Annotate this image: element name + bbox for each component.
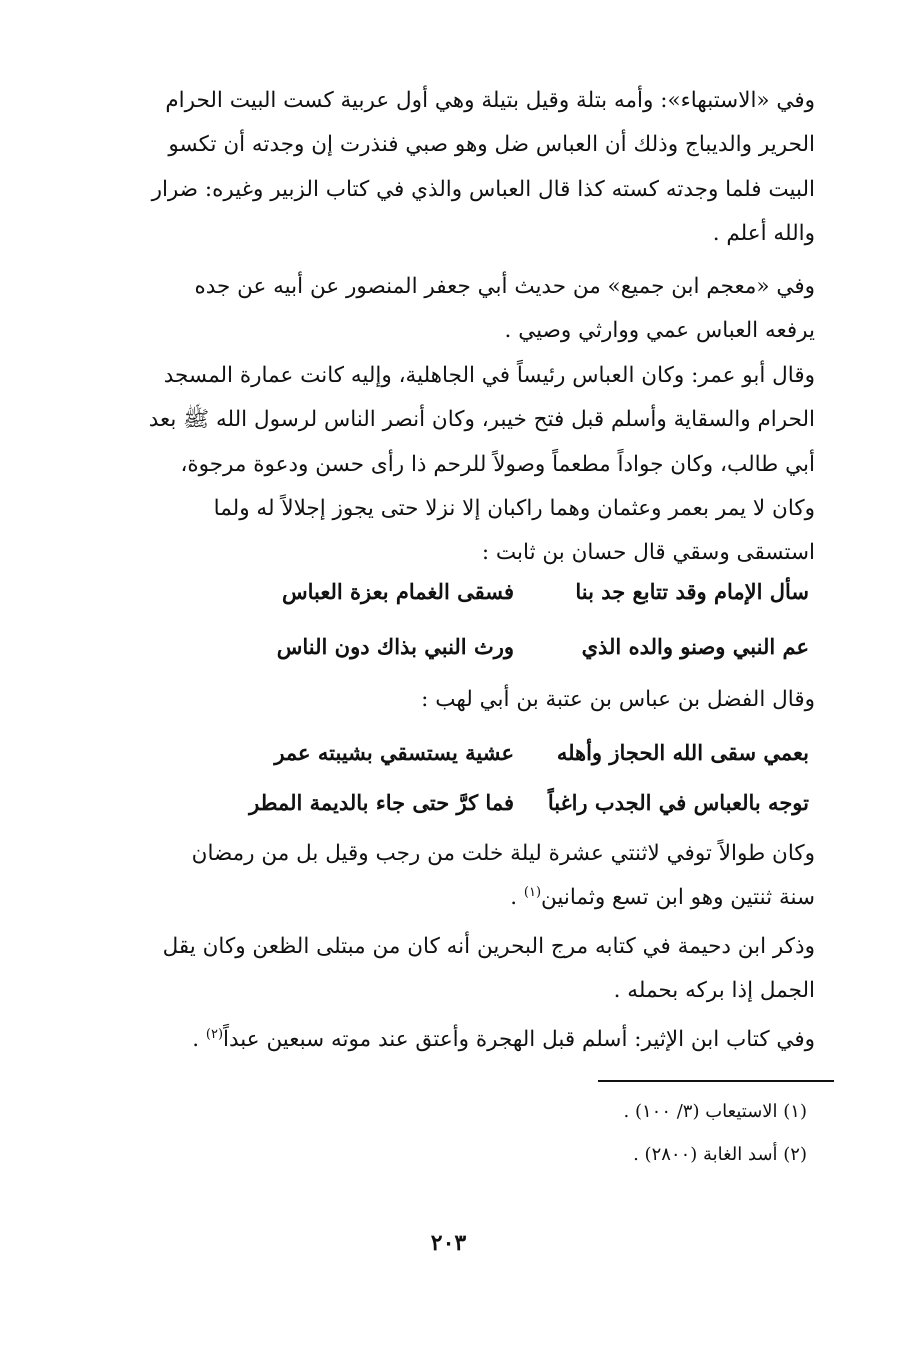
paragraph-muajam [81,265,815,354]
paragraph-death [81,832,815,921]
verse-second-hemistich: ورث النبي بذاك دون الناس [276,634,514,659]
footnote-ref-1: (١) [523,885,542,901]
verse-second-hemistich: عشية يستسقي بشيبته عمر [274,740,514,765]
text-line: وذكر ابن دحيمة في كتابه مرج البحرين أنه كان من مبتلى الظعن وكان يقل [162,934,815,959]
text-line: يرفعه العباس عمي ووارثي وصيي . [504,318,815,344]
paragraph-ibn-athir [81,1018,815,1062]
verse-second-hemistich: فما كرَّ حتى جاء بالديمة المطر [249,790,514,815]
footnote-ref-2: (٢) [205,1026,224,1042]
text-line: وكان طوالاً توفي لاثنتي عشرة ليلة خلت من رجب وقيل بل من رمضان [191,841,815,866]
footnote-divider [598,1080,834,1082]
death-text: سنة ثنتين وهو ابن تسع وثمانين [541,885,815,911]
text-line: وكان لا يمر بعمر وعثمان وهما راكبان إلا نزلا حتى يجوز إجلالاً له ولما [213,495,815,521]
verse-first-hemistich: بعمي سقى الله الحجاز وأهله [556,740,809,765]
paragraph-istibha [81,79,815,256]
text-line: والله أعلم . [712,220,815,246]
text-line: الجمل إذا بركه بحمله . [613,978,815,1004]
text-line: وقال أبو عمر: وكان العباس رئيساً في الجاهلية، وإليه كانت عمارة المسجد [163,363,815,388]
text-line [81,876,815,920]
athir-text: وفي كتاب ابن الإثير: أسلم قبل الهجرة وأعتق عند موته سبعين عبداً [223,1027,815,1052]
text-line: وقال الفضل بن عباس بن عتبة بن أبي لهب : [421,687,815,712]
footnote-1: (١) الاستيعاب (٣/ ١٠٠) . [623,1101,807,1122]
paragraph-ibn-dihya [81,925,815,1014]
text-line: الحرام والسقاية وأسلم قبل فتح خيبر، وكان أنصر الناس لرسول الله ﷺ بعد [148,407,815,433]
paragraph-abu-umar [81,354,815,575]
text-line: وفي «معجم ابن جميع» من حديث أبي جعفر المنصور عن أبيه عن جده [194,274,815,299]
verse-second-hemistich: فسقى الغمام بعزة العباس [281,579,514,604]
text-line [81,1018,815,1062]
text-line: استسقى وسقي قال حسان بن ثابت : [481,540,815,566]
athir-text-end: . [192,1027,206,1052]
text-line: البيت فلما وجدته كسته كذا قال العباس والذي في كتاب الزبير وغيره: ضرار [151,176,815,202]
text-line: أبي طالب، وكان جواداً مطعماً وصولاً للرحم ذا رأى حسن ودعوة مرجوة، [180,451,815,477]
paragraph-fadl-intro [81,678,815,722]
poem-verse [209,781,809,825]
verse-first-hemistich: عم النبي وصنو والده الذي [581,634,809,659]
poem-verse [209,625,809,669]
footnote-2: (٢) أسد الغابة (٢٨٠٠) . [633,1144,807,1165]
page-number: ٢٠٣ [430,1230,467,1256]
text-line: الحرير والديباج وذلك أن العباس ضل وهو صبي فنذرت إن وجدته أن تكسو [168,132,815,158]
poem-verse [209,570,809,614]
verse-first-hemistich: توجه بالعباس في الجدب راغباً [547,790,809,815]
verse-first-hemistich: سأل الإمام وقد تتابع جد بنا [575,579,809,604]
text-line: وفي «الاستبهاء»: وأمه بتلة وقيل بتيلة وهي أول عربية كست البيت الحرام [165,88,815,113]
poem-verse [209,731,809,775]
death-text-end: . [510,885,524,911]
